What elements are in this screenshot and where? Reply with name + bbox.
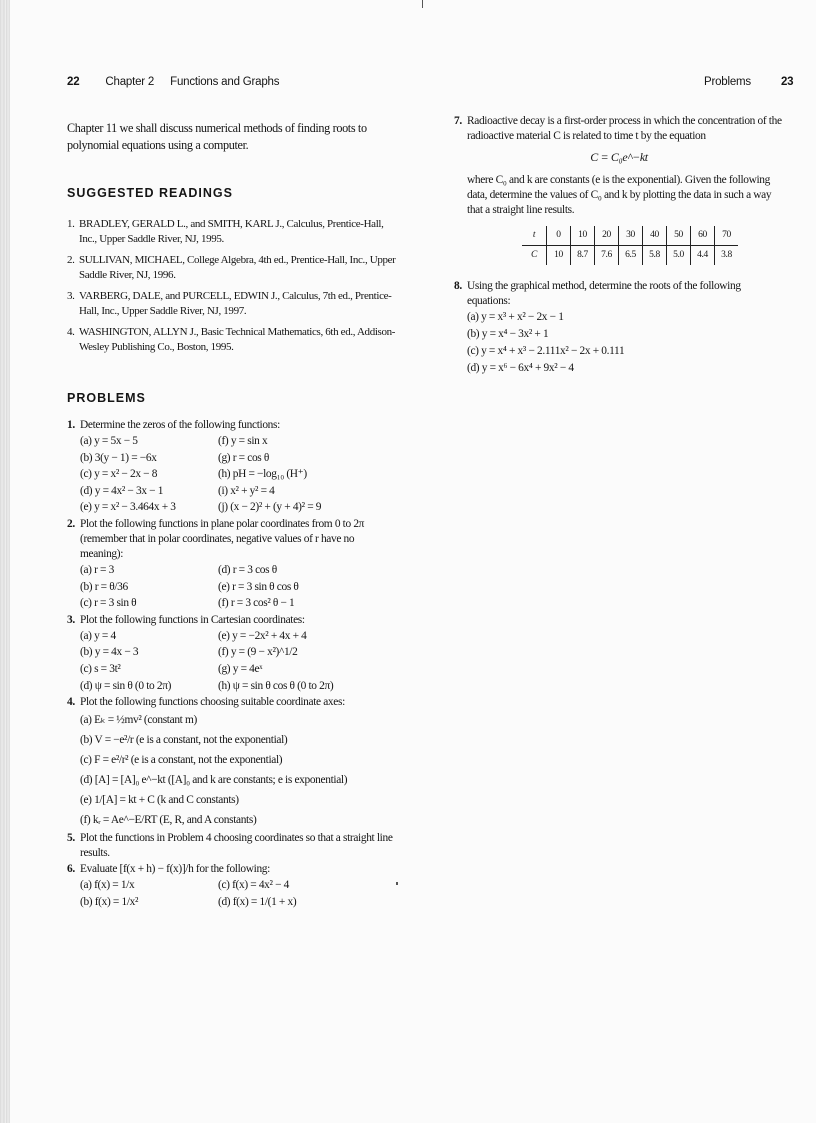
reading-item: 3. VARBERG, DALE, and PURCELL, EDWIN J., Calculus, 7th ed., Prentice-Hall, Inc., Upper Saddle River, NJ, 1997. [67,290,392,317]
right-section-title: Problems [704,76,751,88]
problem-6: 6. Evaluate [f(x + h) − f(x)]/h for the following: [67,863,270,876]
table-row: t 0 10 20 30 40 50 60 70 [522,226,738,246]
problem-1-items: (a) y = 5x − 5 (f) y = sin x (b) 3(y − 1) = −6x (g) r = cos θ (c) y = x² − 2x − 8 (h) pH = −log₁₀ (H⁺) (d) y = 4x² − 3x − 1 (i) x² + y² = 4 (e) y = x² − 3.464x + 3 (j) (x − 2)² + (y + 4)² = 9 [80,435,322,514]
problem-5: 5. Plot the functions in Problem 4 choosing coordinates so that a straight line results. [67,832,393,860]
readings-list [67,217,397,355]
right-running-header [704,76,793,88]
problem-7: 7. Radioactive decay is a first-order process in which the concentration of the radioactive material C is related to time t by the equation [454,115,782,142]
problems-heading: PROBLEMS [67,391,146,405]
problem-4: 4. Plot the following functions choosing suitable coordinate axes: [67,696,345,709]
problem-2-items: (a) r = 3 (d) r = 3 cos θ (b) r = θ/36 (e) r = 3 sin θ cos θ (c) r = 3 sin θ (f) r = 3 cos² θ − 1 [80,563,299,610]
intro-paragraph: Chapter 11 we shall discuss numerical methods of finding roots to polynomial equations using a computer. [67,121,367,152]
table-row: C 10 8.7 7.6 6.5 5.8 5.0 4.4 3.8 [522,246,738,266]
reading-item: 1. BRADLEY, GERALD L., and SMITH, KARL J., Calculus, Prentice-Hall, Inc., Upper Saddle River, NJ, 1995. [67,218,384,245]
left-running-header [67,76,279,88]
reading-item: 2. SULLIVAN, MICHAEL, College Algebra, 4th ed., Prentice-Hall, Inc., Upper Saddle River, NJ, 1996. [67,254,396,281]
right-column [454,113,784,377]
problem-1: 1. Determine the zeros of the following functions: [67,419,280,431]
left-column [67,120,397,910]
left-chapter-label: Chapter 2 [105,76,155,88]
suggested-readings-heading: SUGGESTED READINGS [67,186,233,200]
problem-8-items: (a) y = x³ + x² − 2x − 1 (b) y = x⁴ − 3x² + 1 (c) y = x⁴ + x³ − 2.111x² − 2x + 0.111 (d) y = x⁶ − 6x⁴ + 9x² − 4 [467,311,625,374]
problem-7-after-text: where C₀ and k are constants (e is the exponential). Given the following data, determine the values of C₀ and k by plotting the data in such a way that a straight line results. [467,174,772,216]
decay-data-table [522,226,738,265]
problem-4-items: (a) Eₖ = ½mv² (constant m) (b) V = −e²/r (e is a constant, not the exponential) (c) F = e²/r² (e is a constant, not the exponential) (d) [A] = [A]₀ e^−kt ([A]₀ and k are constants; e is exponential) (e) 1/[A] = kt + C (k and C constants) (f) kᵣ = Ae^−E/RT (E, R, and A constants) [80,714,348,827]
right-page-number: 23 [780,76,794,88]
scan-speck [396,882,398,885]
scan-mark [422,0,423,8]
problem-8: 8. Using the graphical method, determine the roots of the following equations: [454,280,741,307]
book-binding-edge [0,0,10,1123]
problem-2: 2. Plot the following functions in plane polar coordinates from 0 to 2π (remember that in polar coordinates, negative values of r have no meaning): [67,517,365,560]
left-chapter-title: Functions and Graphs [170,76,280,88]
problem-3: 3. Plot the following functions in Cartesian coordinates: [67,613,305,626]
left-page-number: 22 [67,76,80,88]
problem-3-items: (a) y = 4 (e) y = −2x² + 4x + 4 (b) y = 4x − 3 (f) y = (9 − x²)^1/2 (c) s = 3t² (g) y = 4eˣ (d) ψ = sin θ (0 to 2π) (h) ψ = sin θ cos θ (0 to 2π) [80,629,334,692]
problem-6-items: (a) f(x) = 1/x (c) f(x) = 4x² − 4 (b) f(x) = 1/x² (d) f(x) = 1/(1 + x) [80,879,297,908]
reading-item: 4. WASHINGTON, ALLYN J., Basic Technical Mathematics, 6th ed., Addison-Wesley Publishing Co., Boston, 1995. [67,326,396,353]
decay-equation: C = C₀e^−kt [590,150,648,164]
